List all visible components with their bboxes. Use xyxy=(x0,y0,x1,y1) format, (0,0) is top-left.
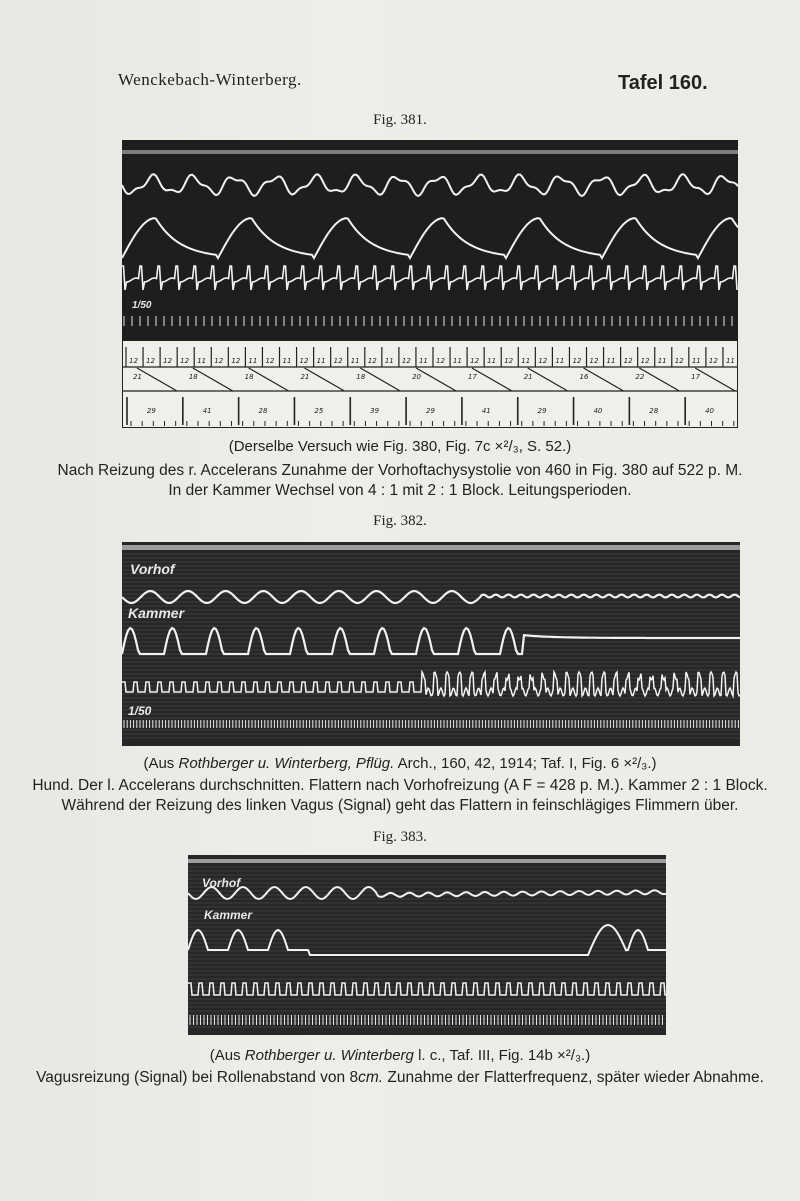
ladder-conduction-line xyxy=(193,368,233,391)
figure-381-label: Fig. 381. xyxy=(373,112,427,128)
ladder-interval-label: 12 xyxy=(231,357,241,365)
ladder-interval-label: 11 xyxy=(350,357,360,365)
source-authors: Rothberger u. Winterberg xyxy=(244,1047,414,1064)
ladder-interval-label: 11 xyxy=(691,357,701,365)
ladder-interval-label: 11 xyxy=(487,357,497,365)
figure-383-source xyxy=(0,1046,800,1066)
ladder-ventricle-interval: 28 xyxy=(258,407,268,415)
ladder-interval-label: 12 xyxy=(470,357,480,365)
figure-381-source: (Derselbe Versuch wie Fig. 380, Fig. 7c ×²/₃, S. 52.) xyxy=(228,438,572,455)
ladder-conduction-label: 17 xyxy=(691,373,701,381)
source-suffix: l. c., Taf. III, Fig. 14b ×²/₃.) xyxy=(413,1047,591,1064)
time-scale-label: 1/50 xyxy=(128,704,152,718)
ladder-interval-label: 12 xyxy=(367,357,377,365)
ladder-conduction-line xyxy=(528,368,568,391)
ladder-ventricle-interval: 28 xyxy=(649,407,659,415)
ladder-conduction-line xyxy=(137,368,177,391)
caption-prefix: Vagusreizung (Signal) bei Rollenabstand von 8 xyxy=(36,1069,359,1086)
ladder-conduction-label: 21 xyxy=(300,373,310,381)
figure-383-tracing xyxy=(188,855,666,1035)
figure-382-caption-line-1: Hund. Der l. Accelerans durchschnitten. Flattern nach Vorhofreizung (A F = 428 p. M.). Kammer 2 : 1 Block. xyxy=(32,777,768,794)
ladder-conduction-label: 18 xyxy=(244,373,254,381)
ladder-interval-label: 12 xyxy=(504,357,514,365)
ventricle-trace-label: Kammer xyxy=(128,605,185,621)
ladder-diagram-svg xyxy=(123,341,737,427)
atrium-trace-label: Vorhof xyxy=(130,561,175,577)
source-prefix: (Aus xyxy=(143,755,179,772)
ladder-ventricle-interval: 29 xyxy=(146,407,156,415)
running-header-authors: Wenckebach-Winterberg. xyxy=(118,70,302,89)
ladder-conduction-line xyxy=(249,368,289,391)
figure-382-source xyxy=(0,754,800,774)
ladder-conduction-label: 18 xyxy=(356,373,366,381)
ladder-interval-label: 11 xyxy=(657,357,667,365)
figure-381-caption-line-1: Nach Reizung des r. Accelerans Zunahme der Vorhoftachysystolie von 460 in Fig. 380 auf 522 p. M. xyxy=(57,462,743,479)
ladder-interval-label: 12 xyxy=(299,357,309,365)
ladder-conduction-label: 20 xyxy=(412,373,422,381)
caption-unit: cm. xyxy=(358,1069,384,1086)
ladder-interval-label: 12 xyxy=(589,357,599,365)
ladder-ventricle-interval: 41 xyxy=(481,407,491,415)
ladder-conduction-line xyxy=(584,368,624,391)
figure-381-tracing xyxy=(122,140,738,340)
source-suffix: Arch., 160, 42, 1914; Taf. I, Fig. 6 ×²/₃.) xyxy=(394,755,657,772)
ladder-ventricle-interval: 25 xyxy=(314,407,324,415)
ladder-interval-label: 12 xyxy=(129,357,138,365)
figure-383-label: Fig. 383. xyxy=(373,829,427,845)
ladder-conduction-label: 18 xyxy=(188,373,198,381)
figure-382-caption-line-2: Während der Reizung des linken Vagus (Signal) geht das Flattern in feinschlägiges Flimmern über. xyxy=(61,797,739,814)
ladder-interval-label: 12 xyxy=(146,357,155,365)
ladder-interval-label: 11 xyxy=(316,357,326,365)
ladder-conduction-label: 22 xyxy=(635,373,645,381)
ladder-ventricle-interval: 41 xyxy=(202,407,212,415)
ladder-conduction-label: 21 xyxy=(133,373,142,381)
ladder-interval-label: 12 xyxy=(401,357,411,365)
ladder-interval-label: 11 xyxy=(606,357,616,365)
ladder-ventricle-interval: 40 xyxy=(593,407,603,415)
ladder-interval-label: 11 xyxy=(418,357,428,365)
ladder-interval-label: 12 xyxy=(572,357,582,365)
ladder-interval-label: 12 xyxy=(538,357,548,365)
plate-number: Tafel 160. xyxy=(618,72,708,94)
figure-381-tracing-svg xyxy=(122,140,738,340)
ladder-interval-label: 11 xyxy=(453,357,462,365)
ladder-conduction-label: 17 xyxy=(467,373,477,381)
ladder-conduction-label: 16 xyxy=(579,373,589,381)
ladder-ventricle-interval: 40 xyxy=(705,407,715,415)
ladder-conduction-line xyxy=(639,368,679,391)
ladder-conduction-line xyxy=(304,368,344,391)
ladder-interval-label: 12 xyxy=(640,357,650,365)
figure-382-tracing-svg xyxy=(122,542,740,746)
ladder-interval-label: 12 xyxy=(265,357,275,365)
ladder-interval-label: 12 xyxy=(333,357,343,365)
ladder-ventricle-interval: 29 xyxy=(426,407,435,415)
ladder-conduction-label: 21 xyxy=(523,373,533,381)
ladder-interval-label: 12 xyxy=(180,357,190,365)
ventricle-trace-label: Kammer xyxy=(204,908,253,922)
ladder-interval-label: 11 xyxy=(248,357,258,365)
time-scale-label: 1/50 xyxy=(132,300,152,311)
ladder-interval-label: 11 xyxy=(282,357,292,365)
source-authors: Rothberger u. Winterberg, Pflüg. xyxy=(178,755,395,772)
source-prefix: (Aus xyxy=(209,1047,245,1064)
ladder-interval-label: 11 xyxy=(725,357,735,365)
ladder-ventricle-interval: 39 xyxy=(370,407,380,415)
ladder-conduction-line xyxy=(695,368,735,391)
caption-suffix: Zunahme der Flatterfrequenz, später wieder Abnahme. xyxy=(383,1069,764,1086)
ladder-interval-label: 11 xyxy=(521,357,531,365)
figure-383-caption-line-1 xyxy=(0,1068,800,1088)
figure-381-ladder-diagram xyxy=(122,340,738,428)
figure-382-tracing xyxy=(122,542,740,746)
ladder-interval-label: 12 xyxy=(674,357,684,365)
ladder-interval-label: 11 xyxy=(384,357,394,365)
figure-383-tracing-svg xyxy=(188,855,666,1035)
figure-382-label: Fig. 382. xyxy=(373,513,427,529)
ladder-interval-label: 11 xyxy=(555,357,565,365)
ladder-interval-label: 11 xyxy=(197,357,207,365)
ladder-conduction-line xyxy=(360,368,400,391)
ladder-interval-label: 12 xyxy=(214,357,224,365)
ladder-conduction-line xyxy=(472,368,512,391)
ladder-interval-label: 12 xyxy=(163,357,173,365)
atrium-trace-label: Vorhof xyxy=(202,876,241,890)
figure-381-caption-line-2: In der Kammer Wechsel von 4 : 1 mit 2 : 1 Block. Leitungsperioden. xyxy=(168,482,632,499)
ladder-interval-label: 12 xyxy=(623,357,633,365)
ladder-conduction-line xyxy=(416,368,456,391)
ladder-interval-label: 12 xyxy=(708,357,718,365)
ladder-ventricle-interval: 29 xyxy=(537,407,547,415)
ladder-interval-label: 12 xyxy=(436,357,445,365)
